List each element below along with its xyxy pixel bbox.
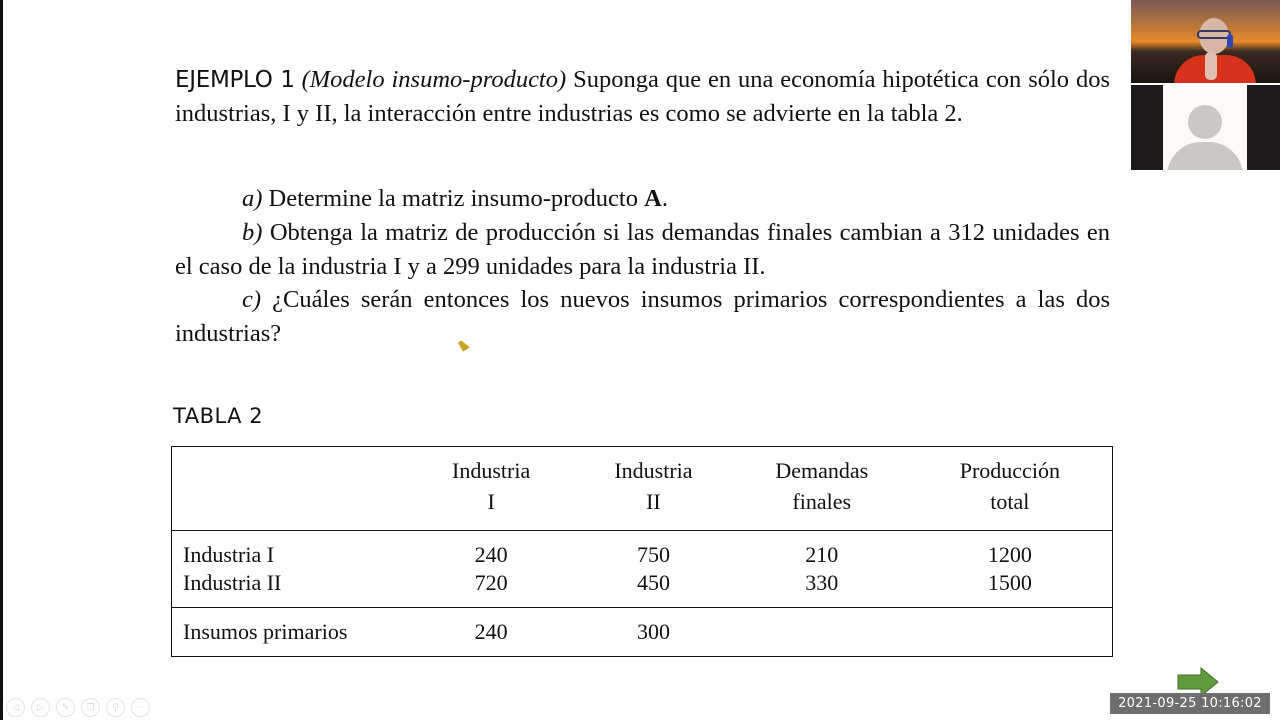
headset-icon [1227, 34, 1233, 48]
header-empty [172, 447, 412, 531]
pen-button[interactable] [56, 698, 75, 717]
participant-video-tile[interactable] [1131, 0, 1280, 83]
table-cell: 720 [474, 569, 508, 595]
header-demandas-finales: Demandas finales [775, 458, 869, 514]
intro-text: Suponga que en una economía hipotética con sólo dos industrias, I y II, la interacción entre industrias es como se advierte en la tabla 2. [175, 66, 1110, 127]
participant-hand [1205, 52, 1217, 80]
slides-view-button[interactable] [81, 698, 100, 717]
pen-icon: ✎ [61, 702, 70, 713]
table-cell: 240 [474, 618, 508, 644]
table-cell: 300 [636, 618, 670, 644]
recording-timestamp: 2021-09-25 10:16:02 [1110, 693, 1270, 714]
magnifier-icon: ⚲ [112, 702, 119, 713]
item-b [175, 216, 1110, 284]
input-output-table [171, 446, 1113, 657]
header-industria-1: Industria I [452, 458, 531, 514]
header-industria-2: Industria II [614, 458, 693, 514]
participant-glasses [1197, 30, 1231, 39]
table-cell: 210 [805, 541, 839, 567]
item-c-text: ¿Cuáles serán entonces los nuevos insumos primarios correspondientes a las dos industrias? [175, 286, 1110, 347]
next-icon: ▷ [37, 702, 44, 713]
table-cell: 330 [805, 569, 839, 595]
slides-icon: ❐ [86, 702, 95, 713]
table-caption: TABLA 2 [173, 404, 264, 428]
table-cell [908, 607, 1113, 656]
row-label: Industria II [183, 569, 282, 595]
item-a [175, 182, 1110, 216]
table-footer-row [172, 607, 1113, 656]
avatar-body-icon [1167, 142, 1243, 170]
slideshow-toolbar [6, 698, 150, 717]
next-slide-button[interactable] [31, 698, 50, 717]
example-title: EJEMPLO 1 [175, 67, 295, 93]
example-intro [175, 63, 1110, 131]
matrix-a-symbol: A [644, 185, 662, 212]
row-label: Insumos primarios [183, 618, 348, 644]
video-call-panel [1131, 0, 1280, 170]
item-a-label: a) [242, 185, 263, 212]
participant-avatar-tile[interactable] [1131, 85, 1280, 170]
table-cell: 240 [474, 541, 508, 567]
item-a-text: Determine la matriz insumo-producto [268, 185, 645, 212]
table-cell: 1500 [987, 569, 1032, 595]
item-c-label: c) [242, 286, 262, 313]
table-header-row [172, 447, 1113, 531]
table-row [172, 569, 1113, 607]
item-b-text: Obtenga la matriz de producción si las demandas finales cambian a 312 unidades en el caso de la industria I y a 299 unidades para la industria II. [175, 219, 1111, 280]
table-cell [736, 607, 908, 656]
item-c [175, 283, 1110, 351]
table-cell: 1200 [987, 541, 1032, 567]
avatar-placeholder [1163, 85, 1247, 170]
table-cell: 450 [636, 569, 670, 595]
more-options-button[interactable] [131, 698, 150, 717]
example-subtitle: (Modelo insumo-producto) [301, 66, 567, 93]
zoom-button[interactable] [106, 698, 125, 717]
table-cell: 750 [636, 541, 670, 567]
previous-icon: ◁ [12, 702, 19, 713]
more-icon: ⋯ [136, 702, 145, 713]
header-produccion-total: Producción total [959, 458, 1060, 514]
avatar-head-icon [1188, 105, 1222, 139]
row-label: Industria I [183, 541, 275, 567]
table-row [172, 531, 1113, 569]
item-b-label: b) [242, 219, 263, 246]
previous-slide-button[interactable] [6, 698, 25, 717]
item-a-period: . [661, 185, 668, 212]
